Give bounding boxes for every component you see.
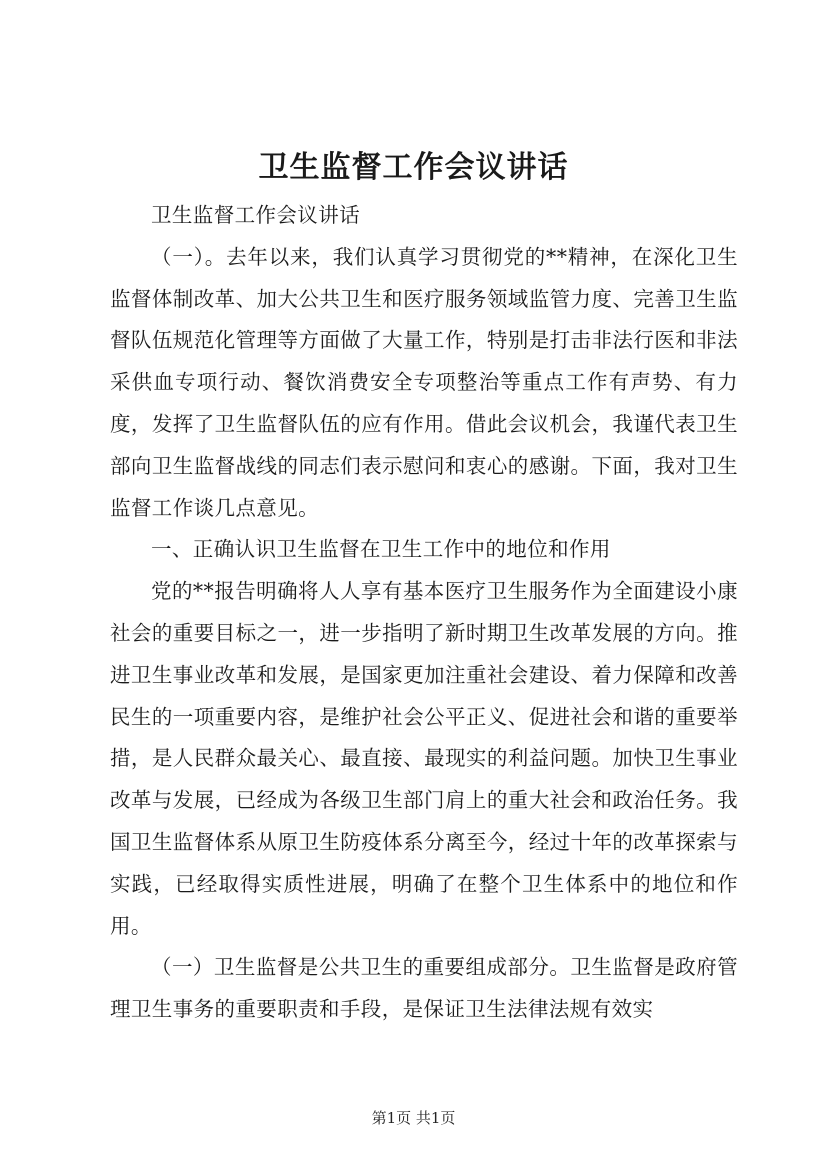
section-heading-1: 一、正确认识卫生监督在卫生工作中的地位和作用 bbox=[151, 537, 611, 562]
document-body bbox=[110, 195, 738, 1031]
paragraph-subsection-1: （一）卫生监督是公共卫生的重要组成部分。卫生监督是政府管理卫生事务的重要职责和手段，是保证卫生法律法规有效实 bbox=[110, 955, 738, 1022]
paragraph-subtitle: 卫生监督工作会议讲话 bbox=[151, 203, 360, 227]
paragraph-intro: （一）。去年以来，我们认真学习贯彻党的**精神，在深化卫生监督体制改革、加大公共卫生和医疗服务领域监管力度、完善卫生监督队伍规范化管理等方面做了大量工作，特别是打击非法行医和非法采供血专项行动、餐饮消费安全专项整治等重点工作有声势、有力度，发挥了卫生监督队伍的应有作用。借此会议机会，我谨代表卫生部向卫生监督战线的同志们表示慰问和衷心的感谢。下面，我对卫生监督工作谈几点意见。 bbox=[110, 244, 738, 520]
page-footer: 第1页 共1页 bbox=[371, 1109, 456, 1127]
paragraph-section-1-body: 党的**报告明确将人人享有基本医疗卫生服务作为全面建设小康社会的重要目标之一，进一步指明了新时期卫生改革发展的方向。推进卫生事业改革和发展，是国家更加注重社会建设、着力保障和改善民生的一项重要内容，是维护社会公平正义、促进社会和谐的重要举措，是人民群众最关心、最直接、最现实的利益问题。加快卫生事业改革与发展，已经成为各级卫生部门肩上的重大社会和政治任务。我国卫生监督体系从原卫生防疫体系分离至今，经过十年的改革探索与实践，已经取得实质性进展，明确了在整个卫生体系中的地位和作用。 bbox=[110, 579, 738, 938]
document-title: 卫生监督工作会议讲话 bbox=[258, 150, 569, 185]
